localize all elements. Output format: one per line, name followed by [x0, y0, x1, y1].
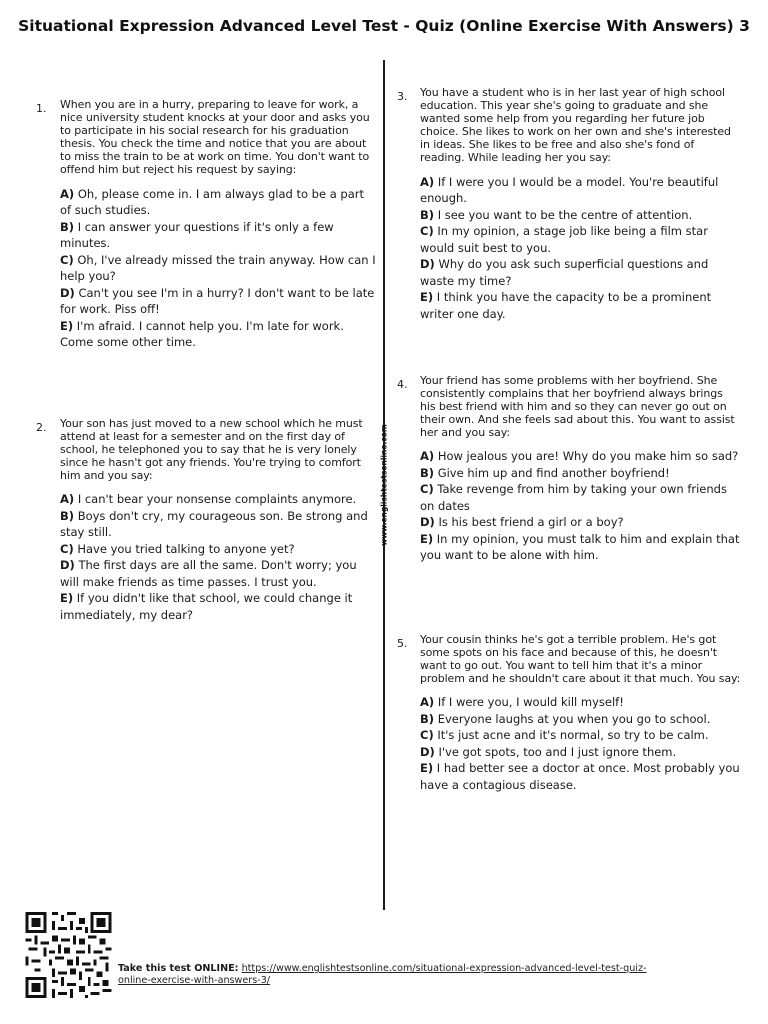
option-letter: D)	[420, 744, 435, 759]
option-text: Give him up and find another boyfriend!	[437, 465, 670, 480]
option-text: Oh, please come in. I am always glad to be a part of such studies.	[60, 186, 365, 218]
options-list	[420, 694, 741, 793]
question-1	[36, 98, 378, 351]
page-title: Situational Expression Advanced Level Test - Quiz (Online Exercise With Answers) 3	[18, 17, 750, 35]
question-number: 3.	[397, 90, 408, 103]
option-c[interactable]	[420, 223, 741, 256]
option-c[interactable]	[420, 727, 741, 744]
option-b[interactable]	[60, 508, 378, 541]
option-e[interactable]	[420, 289, 741, 322]
test-online-link[interactable]: https://www.englishtestsonline.com/situational-expression-advanced-level-test-quiz-online-exercise-with-answers-3/	[118, 963, 647, 986]
option-a[interactable]	[420, 174, 741, 207]
question-number: 1.	[36, 102, 47, 115]
option-text: I can answer your questions if it's only a few minutes.	[60, 219, 334, 251]
option-text: Take revenge from him by taking your own friends on dates	[420, 482, 727, 513]
option-text: I see you want to be the centre of attention.	[437, 207, 693, 222]
option-letter: A)	[420, 174, 435, 189]
options-list	[60, 186, 378, 351]
options-list	[420, 174, 741, 323]
option-e[interactable]	[60, 318, 378, 351]
option-text: Is his best friend a girl or a boy?	[438, 515, 624, 530]
question-5	[397, 633, 741, 793]
option-letter: E)	[420, 761, 434, 776]
option-text: I had better see a doctor at once. Most probably you have a contagious disease.	[420, 761, 740, 792]
side-url: www.englishtestsonline.com	[379, 424, 389, 546]
option-c[interactable]	[60, 541, 378, 558]
option-text: I think you have the capacity to be a prominent writer one day.	[420, 290, 712, 321]
option-letter: A)	[60, 186, 75, 201]
footer	[118, 963, 678, 987]
option-text: It's just acne and it's normal, so try to be calm.	[437, 728, 709, 743]
option-letter: C)	[60, 541, 74, 556]
option-d[interactable]	[60, 557, 378, 590]
option-letter: C)	[420, 224, 434, 239]
option-text: Everyone laughs at you when you go to school.	[437, 711, 711, 726]
option-b[interactable]	[420, 711, 741, 728]
question-prompt: You have a student who is in her last year of high school education. This year she's going to graduate and she wanted some help from you regarding her future job choice. She likes to work on her own and she's interested in ideas. She likes to be free and also she's fond of reading. While leading her you say:	[420, 86, 731, 165]
option-text: Oh, I've already missed the train anyway. How can I help you?	[60, 252, 376, 284]
question-3	[397, 86, 741, 322]
option-letter: B)	[420, 465, 435, 480]
option-letter: A)	[60, 492, 75, 507]
option-d[interactable]	[60, 285, 378, 318]
options-list	[420, 448, 741, 564]
option-text: If you didn't like that school, we could change it immediately, my dear?	[60, 591, 353, 622]
option-b[interactable]	[60, 219, 378, 252]
option-b[interactable]	[420, 207, 741, 224]
option-letter: B)	[60, 508, 75, 523]
option-text: Can't you see I'm in a hurry? I don't want to be late for work. Piss off!	[60, 285, 375, 317]
option-text: How jealous you are! Why do you make him so sad?	[437, 449, 739, 464]
option-letter: E)	[420, 290, 434, 305]
option-text: If I were you, I would kill myself!	[437, 695, 624, 710]
option-c[interactable]	[60, 252, 378, 285]
option-letter: D)	[420, 257, 435, 272]
option-letter: C)	[60, 252, 74, 267]
option-text: In my opinion, you must talk to him and explain that you want to be alone with him.	[420, 531, 740, 563]
question-prompt: Your son has just moved to a new school which he must attend at least for a semester and on the first day of school, he telephoned you to say that he is very lonely since he hasn't got any friends. You're trying to comfort him and you say:	[60, 417, 363, 483]
option-letter: D)	[60, 285, 75, 300]
option-letter: E)	[420, 531, 434, 546]
option-letter: B)	[420, 711, 435, 726]
footer-label: Take this test ONLINE:	[118, 963, 239, 974]
option-d[interactable]	[420, 514, 741, 531]
question-number: 5.	[397, 637, 408, 650]
option-e[interactable]	[420, 531, 741, 564]
option-c[interactable]	[420, 481, 741, 514]
question-prompt: Your cousin thinks he's got a terrible problem. He's got some spots on his face and because of this, he doesn't want to go out. You want to tell him that it's a minor problem and he shouldn't care about it that much. You say:	[420, 633, 741, 686]
question-number: 2.	[36, 421, 47, 434]
option-d[interactable]	[420, 256, 741, 289]
options-list	[60, 491, 378, 623]
option-letter: A)	[420, 695, 435, 710]
option-a[interactable]	[420, 694, 741, 711]
question-prompt: Your friend has some problems with her boyfriend. She consistently complains that her boyfriend always brings his best friend with him and so they can never go out on their own. And she feels sad about this. You want to assist her and you say:	[420, 374, 735, 440]
option-a[interactable]	[420, 448, 741, 465]
option-letter: E)	[60, 318, 74, 333]
option-text: I can't bear your nonsense complaints anymore.	[77, 492, 357, 507]
option-e[interactable]	[420, 760, 741, 793]
option-text: The first days are all the same. Don't worry; you will make friends as time passes. I trust you.	[60, 558, 357, 589]
option-a[interactable]	[60, 186, 378, 219]
option-b[interactable]	[420, 465, 741, 482]
option-text: Why do you ask such superficial questions and waste my time?	[420, 257, 709, 288]
question-number: 4.	[397, 378, 408, 391]
option-letter: D)	[420, 515, 435, 530]
option-letter: C)	[420, 482, 434, 497]
question-prompt: When you are in a hurry, preparing to leave for work, a nice university student knocks at your door and asks you to participate in his social research for his graduation thesis. You check the time and notice that you are about to miss the train to be at work on time. You don't want to offend him but reject his request by saying:	[60, 98, 370, 177]
option-text: If I were you I would be a model. You're beautiful enough.	[420, 174, 719, 206]
option-letter: B)	[60, 219, 75, 234]
option-text: I'm afraid. I cannot help you. I'm late for work. Come some other time.	[60, 318, 344, 350]
option-text: Have you tried talking to anyone yet?	[77, 541, 295, 556]
option-letter: B)	[420, 207, 435, 222]
question-4	[397, 374, 741, 564]
qr-code-icon[interactable]	[24, 912, 113, 998]
option-letter: E)	[60, 591, 74, 606]
question-2	[36, 417, 378, 623]
option-text: Boys don't cry, my courageous son. Be strong and stay still.	[60, 508, 368, 540]
option-d[interactable]	[420, 744, 741, 761]
option-letter: D)	[60, 558, 75, 573]
option-text: In my opinion, a stage job like being a film star would suit best to you.	[420, 224, 708, 255]
option-text: I've got spots, too and I just ignore them.	[438, 744, 677, 759]
option-letter: A)	[420, 449, 435, 464]
option-a[interactable]	[60, 491, 378, 508]
option-e[interactable]	[60, 590, 378, 623]
option-letter: C)	[420, 728, 434, 743]
